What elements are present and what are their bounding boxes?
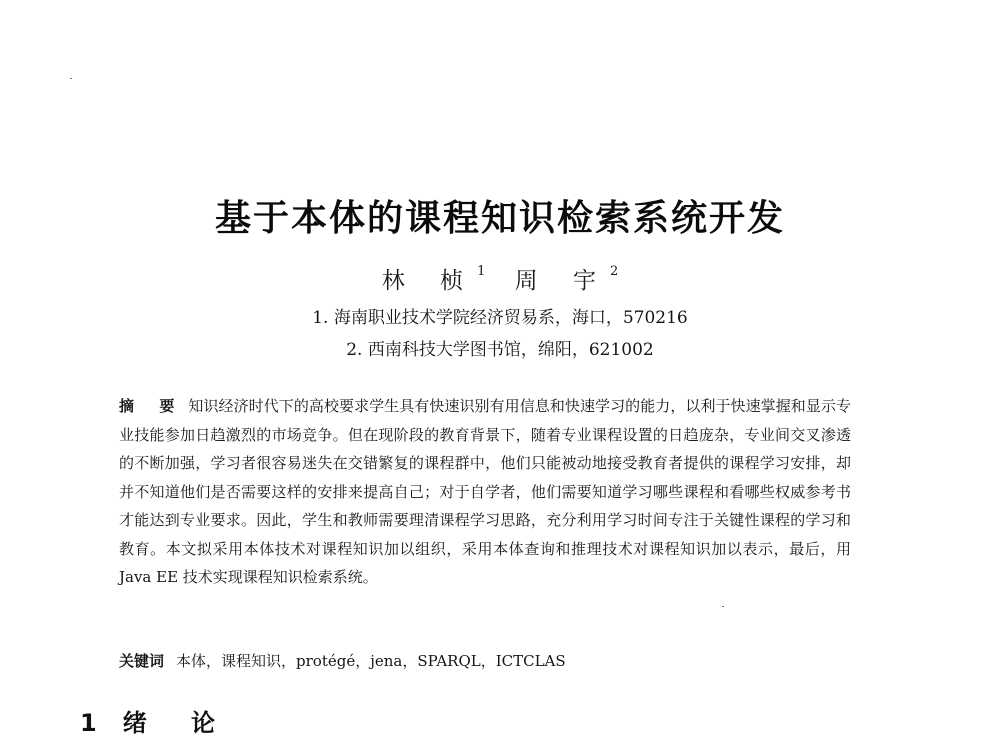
author-affiliation-mark: 1 [477, 264, 486, 280]
abstract-label: 摘 要 [119, 397, 185, 415]
affiliation-1: 1. 海南职业技术学院经济贸易系，海口，570216 [312, 308, 688, 328]
keywords-label: 关键词 [119, 652, 165, 670]
section-title: 绪 论 [122, 709, 234, 737]
author-affiliation-mark: 2 [609, 264, 619, 280]
abstract-text: 知识经济时代下的高校要求学生具有快速识别有用信息和快速学习的能力，以利于快速掌握和显示专业技能参加日趋激烈的市场竞争。但在现阶段的教育背景下，随着专业课程设置的日趋庞杂，专业间交叉渗透的不断加强，学习者很容易迷失在交错繁复的课程群中，他们只能被动地接受教育者提供的课程学习安排，却并不知道他们是否需要这样的安排来提高自己；对于自学者，他们需要知道学习哪些课程和看哪些权威参考书才能达到专业要求。因此，学生和教师需要理清课程学习思路，充分利用学习时间专注于关键性课程的学习和教育。本文拟采用本体技术对课程知识加以组织，采用本体查询和推理技术对课程知识加以表示，最后，用 Java EE 技术实现课程知识检索系统。 [119, 397, 851, 586]
keywords [119, 650, 566, 671]
section-number: 1 [80, 709, 97, 737]
author-1 [382, 262, 486, 295]
paper-title: 基于本体的课程知识检索系统开发 [214, 198, 785, 239]
keywords-text: 本体，课程知识，protégé，jena，SPARQL，ICTCLAS [176, 652, 566, 670]
scan-speck [722, 606, 724, 607]
scan-speck [70, 78, 72, 79]
abstract [119, 392, 851, 592]
author-line [0, 262, 1000, 295]
affiliation-2: 2. 西南科技大学图书馆，绵阳，621002 [346, 340, 654, 360]
author-name: 周 宇 [514, 268, 610, 294]
author-name: 林 桢 [381, 268, 478, 294]
author-2 [515, 262, 619, 295]
section-heading [80, 703, 233, 738]
